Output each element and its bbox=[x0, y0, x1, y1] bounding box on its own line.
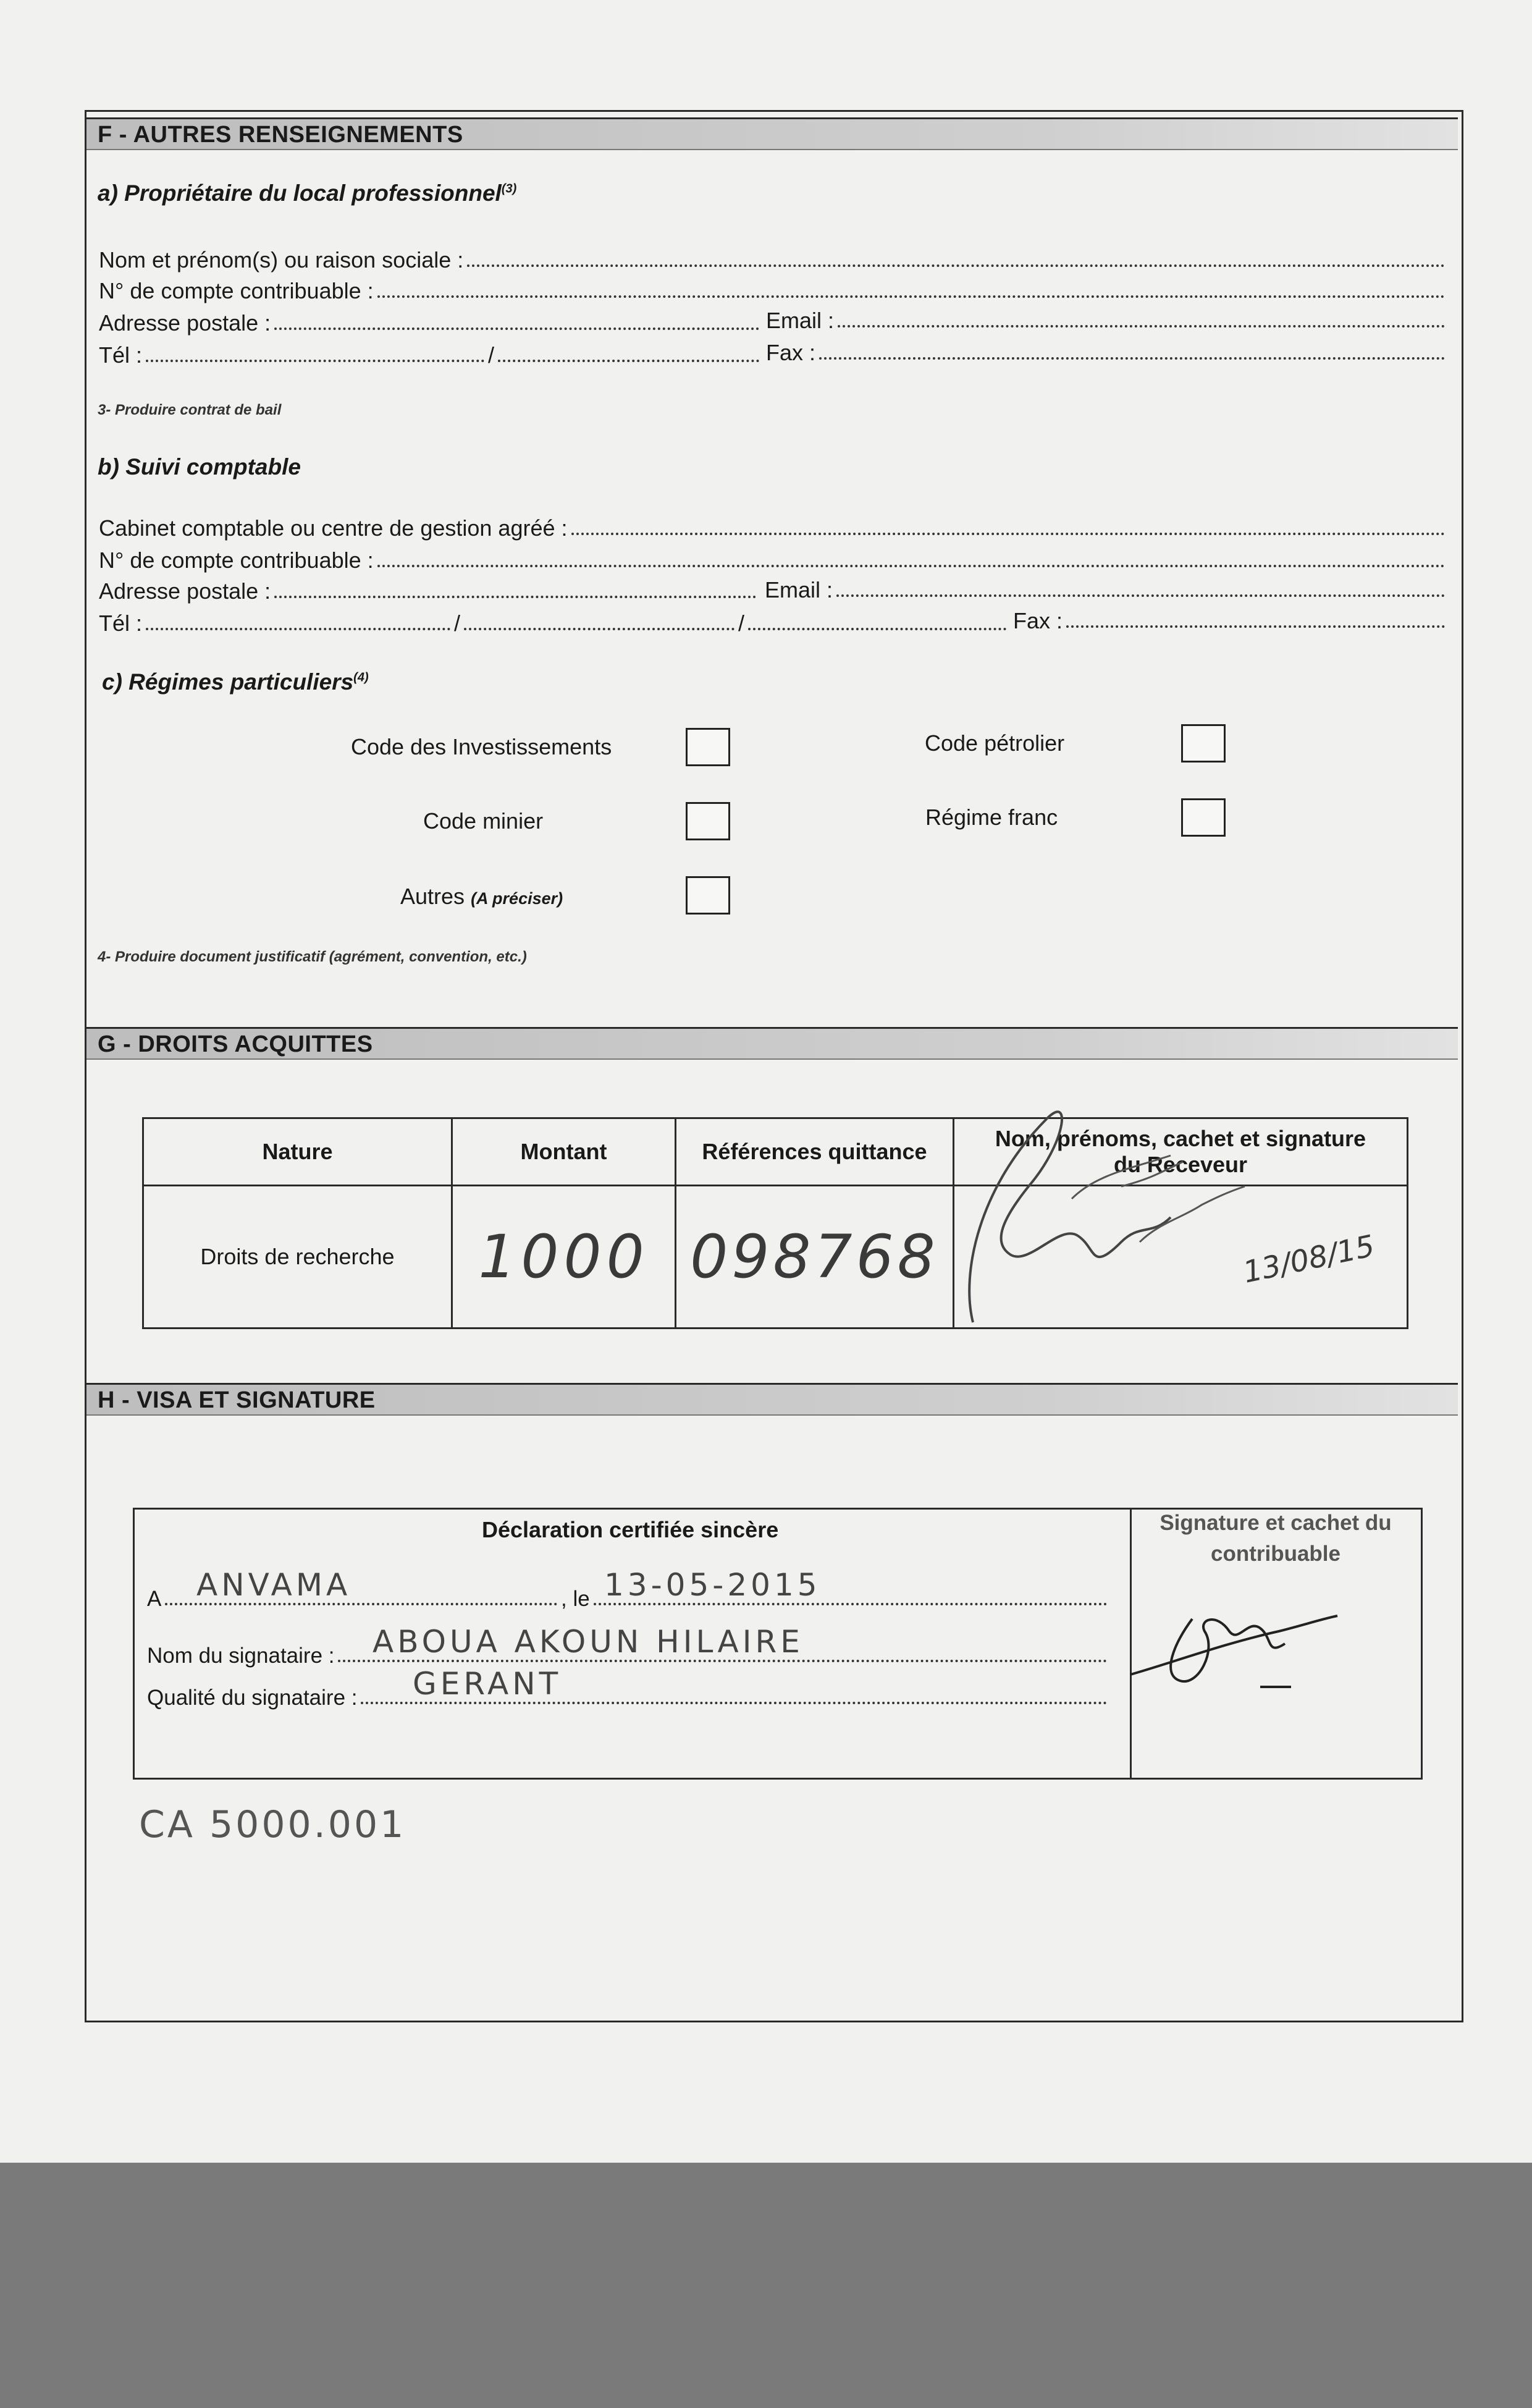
proprietaire-compte-field[interactable]: N° de compte contribuable : bbox=[99, 274, 1449, 304]
code-petrolier-checkbox[interactable] bbox=[1181, 724, 1226, 763]
proprietaire-nom-field[interactable]: Nom et prénom(s) ou raison sociale : bbox=[99, 243, 1449, 273]
section-h-title: H - VISA ET SIGNATURE bbox=[98, 1387, 376, 1413]
regime-franc-label: Régime franc bbox=[925, 805, 1058, 830]
suivi-email-field[interactable]: Email : bbox=[765, 573, 1449, 603]
cell-montant bbox=[452, 1186, 676, 1329]
suivi-fax-field[interactable]: Fax : bbox=[1013, 604, 1449, 634]
proprietaire-heading: a) Propriétaire du local professionnel$^{(3)}$ bbox=[98, 180, 517, 206]
section-h-header bbox=[86, 1383, 1458, 1416]
suivi-adresse-field[interactable]: Adresse postale : bbox=[99, 575, 760, 604]
header-references: Références quittance bbox=[676, 1118, 954, 1186]
header-nature: Nature bbox=[143, 1118, 452, 1186]
handwritten-note: CA 5000.001 bbox=[139, 1803, 406, 1846]
cell-reference bbox=[676, 1186, 954, 1329]
autres-checkbox[interactable] bbox=[686, 876, 730, 915]
code-minier-checkbox[interactable] bbox=[686, 802, 730, 840]
code-investissements-label: Code des Investissements bbox=[351, 734, 612, 759]
contribuable-signature bbox=[1124, 1594, 1347, 1705]
receveur-date: 13/08/15 bbox=[1240, 1228, 1378, 1290]
code-petrolier-label: Code pétrolier bbox=[925, 730, 1065, 756]
suivi-tel2-field[interactable]: / bbox=[460, 607, 744, 636]
proprietaire-fax-field[interactable]: Fax : bbox=[766, 336, 1449, 366]
header-receveur: Nom, prénoms, cachet et signature du Receveur bbox=[954, 1118, 1408, 1186]
section-f-header bbox=[86, 117, 1458, 150]
suivi-compte-field[interactable]: N° de compte contribuable : bbox=[99, 544, 1449, 573]
autres-label: Autres (A préciser) bbox=[400, 884, 563, 909]
signataire-qualite-value: GERANT bbox=[413, 1666, 562, 1702]
signature-cachet-label: Signature et cachet du contribuable bbox=[1160, 1511, 1392, 1566]
suivi-tel-field[interactable]: Tél : / bbox=[99, 610, 460, 636]
section-f-title: F - AUTRES RENSEIGNEMENTS bbox=[98, 122, 463, 148]
signataire-nom-field[interactable]: Nom du signataire : ABOUA AKOUN HILAIRE bbox=[147, 1631, 1111, 1668]
note-3: 3- Produire contrat de bail bbox=[98, 402, 282, 418]
montant-value: 1000 bbox=[478, 1222, 649, 1291]
date-field[interactable]: , le 13-05-2015 bbox=[561, 1574, 1111, 1612]
suivi-heading: b) Suivi comptable bbox=[98, 454, 301, 479]
proprietaire-tel2-field[interactable] bbox=[494, 339, 763, 368]
suivi-cabinet-field[interactable]: Cabinet comptable ou centre de gestion agréé : bbox=[99, 512, 1449, 541]
signataire-nom-value: ABOUA AKOUN HILAIRE bbox=[372, 1624, 804, 1660]
declaration-title: Déclaration certifiée sincère bbox=[482, 1517, 779, 1542]
signataire-qualite-field[interactable]: Qualité du signataire : GERANT bbox=[147, 1673, 1111, 1710]
regimes-heading: c) Régimes particuliers$^{(4)}$ bbox=[102, 669, 369, 695]
reference-value: 098768 bbox=[690, 1222, 939, 1291]
cell-receveur bbox=[954, 1186, 1408, 1329]
regime-franc-checkbox[interactable] bbox=[1181, 798, 1226, 837]
droits-table bbox=[142, 1117, 1408, 1329]
cell-nature: Droits de recherche bbox=[143, 1186, 452, 1329]
proprietaire-adresse-field[interactable]: Adresse postale : bbox=[99, 306, 763, 336]
code-minier-label: Code minier bbox=[423, 808, 544, 834]
proprietaire-tel-field[interactable]: Tél : / bbox=[99, 342, 494, 368]
table-row bbox=[143, 1186, 1408, 1329]
header-montant: Montant bbox=[452, 1118, 676, 1186]
proprietaire-email-field[interactable]: Email : bbox=[766, 304, 1449, 334]
suivi-tel3-field[interactable] bbox=[744, 607, 1010, 636]
note-4: 4- Produire document justificatif (agrément, convention, etc.) bbox=[98, 948, 527, 965]
section-g-header bbox=[86, 1027, 1458, 1060]
date-value: 13-05-2015 bbox=[604, 1567, 821, 1603]
lieu-field[interactable]: A ANVAMA bbox=[147, 1574, 561, 1612]
code-investissements-checkbox[interactable] bbox=[686, 728, 730, 766]
lieu-value: ANVAMA bbox=[196, 1567, 351, 1603]
section-g-title: G - DROITS ACQUITTES bbox=[98, 1031, 373, 1057]
